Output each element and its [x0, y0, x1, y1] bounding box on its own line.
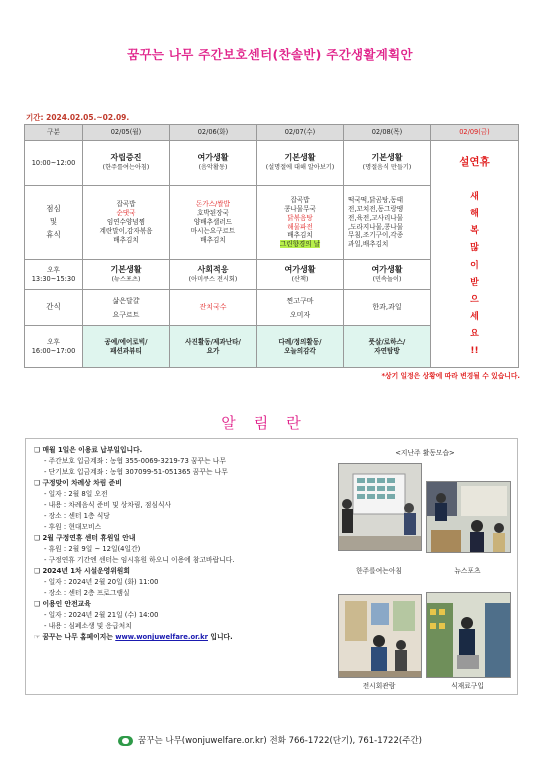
homepage-line: [34, 632, 334, 643]
morning-wed-sub: (설명절에 대해 알아보기): [265, 164, 335, 172]
menu-item: 양배추샐러드: [193, 218, 233, 227]
menu-item: 잡곡밥: [290, 195, 310, 204]
morning-mon-sub: (한주를여는아침): [102, 164, 150, 172]
notice-line: - 일자 : 2024년 2월 20일 (화) 11:00: [44, 578, 159, 586]
lunch-thu: [344, 186, 431, 260]
photo-exhibition: [338, 594, 422, 678]
header-thu: 02/08(목): [344, 125, 431, 141]
afternoon-time: [25, 260, 83, 290]
caption-exhibition: 전시회관람: [362, 682, 396, 690]
menu-item: 잡곡밥: [116, 200, 136, 209]
afternoon-wed-title: 여가생활: [284, 264, 316, 274]
notice-list: [34, 445, 334, 643]
photo-sports: [426, 481, 511, 553]
afternoon-wed: [257, 260, 344, 290]
notice-line: - 장소 : 센터 1층 식당: [44, 512, 110, 520]
footer: [0, 734, 540, 746]
photo-grocery-image: [427, 593, 510, 677]
greeting-char: 으: [470, 294, 479, 305]
menu-item: 닭볶음탕: [287, 213, 313, 222]
afternoon-tue-title: 사회적응: [197, 264, 229, 274]
late-thu-line: 자연탐방: [374, 346, 400, 355]
menu-item: 순댓국: [116, 209, 136, 218]
menu-item: 임연수양념찜: [106, 218, 146, 227]
menu-item: 떡국떡,닭곰탕,동태: [348, 195, 404, 204]
afternoon-thu-sub: (민속놀이): [372, 275, 402, 283]
notice-line: - 구정연휴 기간엔 센터는 임시휴원 하오니 이용에 참고바랍니다.: [44, 556, 235, 564]
menu-item: 마시는요구르트: [190, 226, 236, 235]
period: 기간: 2024.02.05.~02.09.: [26, 113, 130, 122]
photo-panel: [336, 447, 514, 457]
menu-item: 배추김치: [200, 235, 226, 244]
greeting-char: !!: [470, 346, 479, 357]
lunch-label-3: 휴식: [46, 229, 61, 239]
photo-sports-image: [427, 482, 510, 552]
notice-line: - 일자 : 2024년 2월 21일 (수) 14:00: [44, 611, 159, 619]
notice-heading: ❑ 매월 1일은 이용료 납부일입니다.: [34, 446, 143, 454]
snack-thu: 한과,과일: [344, 290, 431, 326]
late-wed: [257, 326, 344, 368]
photos-title: <지난주 활동모습>: [395, 449, 455, 457]
menu-item: 돈가스/쌀밥: [195, 200, 231, 209]
morning-time: 10:00~12:00: [25, 141, 83, 186]
menu-item: 계란말이,감자볶음: [99, 226, 153, 235]
notice-line: - 휴원 : 2월 9일 ~ 12일(4일간): [44, 545, 141, 553]
notice-heading: ❑ 2월 구정연휴 센터 휴원일 안내: [34, 534, 136, 542]
late-time: [25, 326, 83, 368]
morning-tue-sub: (음악활동): [198, 164, 228, 172]
notice-line: - 일자 : 2월 8일 오전: [44, 490, 108, 498]
late-time-2: 16:00~17:00: [31, 346, 76, 355]
lunch-label-1: 점심: [46, 204, 61, 214]
notice-line: - 장소 : 센터 2층 프로그램실: [44, 589, 130, 597]
morning-row: [25, 141, 519, 186]
morning-tue-title: 여가생활: [197, 153, 229, 163]
greeting-char: 세: [470, 311, 479, 322]
afternoon-thu: [344, 260, 431, 290]
greeting-char: 많: [470, 243, 479, 254]
friday-holiday-cell: [431, 141, 519, 368]
morning-mon-title: 자립증진: [110, 153, 142, 163]
late-mon: [83, 326, 170, 368]
morning-mon: [83, 141, 170, 186]
snack-wed: [257, 290, 344, 326]
notice-line: - 내용 : 차례음식 준비 및 상차림, 점심식사: [44, 501, 172, 509]
footer-text: 꿈꾸는 나무(wonjuwelfare.or.kr) 전화 766-1722(단기), 761-1722(주간): [138, 736, 422, 746]
menu-item: 전,육전,고사리나물: [348, 213, 404, 222]
center-logo-icon: [118, 736, 133, 746]
homepage-prefix: ☞ 꿈꾸는 나무 홈페이지는: [34, 633, 113, 641]
header-wed: 02/07(수): [257, 125, 344, 141]
late-wed-line: 다례/정의활동/: [278, 337, 322, 346]
menu-item: 배추김치: [287, 231, 313, 240]
header-mon: 02/05(월): [83, 125, 170, 141]
menu-item: 과일,배추김치: [348, 240, 389, 249]
greeting-char: 해: [470, 209, 479, 220]
lunch-wed: [257, 186, 344, 260]
afternoon-thu-title: 여가생활: [371, 264, 403, 274]
snack-label: 간식: [25, 290, 83, 326]
caption-morning: 한주를여는아침: [356, 567, 402, 575]
afternoon-time-1: 오후: [47, 265, 60, 274]
table-header-row: [25, 125, 519, 141]
morning-wed-title: 기본생활: [284, 153, 316, 163]
photo-morning-activity: [338, 463, 422, 551]
morning-wed: [257, 141, 344, 186]
late-mon-line: 공예/에어로빅/: [104, 337, 148, 346]
notice-heading: ❑ 이용인 안전교육: [34, 600, 91, 608]
photo-morning-activity-image: [339, 464, 421, 550]
photo-exhibition-image: [339, 595, 421, 677]
morning-thu-title: 기본생활: [371, 153, 403, 163]
late-tue: [170, 326, 257, 368]
notice-box: [25, 438, 518, 695]
late-mon-line: 패션과뷰티: [110, 346, 142, 355]
snack-item: 삶은달걀: [112, 296, 140, 305]
greeting-char: 이: [470, 260, 479, 271]
morning-thu: [344, 141, 431, 186]
header-fri: 02/09(금): [431, 125, 519, 141]
new-year-greeting: [431, 189, 518, 360]
holiday-label: 설연휴: [459, 156, 490, 168]
afternoon-tue-sub: (아미쿠스 전시회): [188, 275, 238, 283]
caption-sports: 뉴스포츠: [454, 567, 481, 575]
weekly-schedule-table: [24, 124, 519, 368]
morning-thu-sub: (명절음식 만들기): [362, 164, 412, 172]
notice-heading: ❑ 구정맞이 차례상 차림 준비: [34, 479, 122, 487]
afternoon-mon-title: 기본생활: [110, 264, 142, 274]
notice-line: - 단기보호 입금계좌 : 농협 307099-51-051365 꿈꾸는 나무: [44, 468, 228, 476]
afternoon-mon: [83, 260, 170, 290]
menu-item: 배추김치: [113, 235, 139, 244]
lunch-label-2: 및: [49, 217, 58, 227]
notice-line: - 내용 : 심폐소생 및 응급처치: [44, 622, 132, 630]
afternoon-wed-sub: (산책): [291, 275, 309, 283]
green-day-badge: 그린향경의 날: [279, 240, 321, 249]
schedule-note: *상기 일정은 상황에 따라 변경될 수 있습니다.: [381, 372, 520, 380]
afternoon-time-2: 13:30~15:30: [31, 274, 76, 283]
header-tue: 02/06(화): [170, 125, 257, 141]
greeting-char: 새: [470, 192, 479, 203]
late-tue-line: 사진활동/제과난타/: [185, 337, 241, 346]
homepage-suffix: 입니다.: [210, 633, 233, 641]
menu-item: ,도라지나물,콩나물: [348, 222, 404, 231]
lunch-mon: [83, 186, 170, 260]
menu-item: 전,꼬치전,동그랑땡: [348, 204, 404, 213]
menu-item: 호박된장국: [197, 209, 229, 218]
snack-item: 오미자: [289, 310, 311, 319]
notice-title: 알림란: [221, 414, 319, 432]
late-thu: [344, 326, 431, 368]
notice-line: - 후원 : 현대모비스: [44, 523, 102, 531]
lunch-tue: [170, 186, 257, 260]
header-category: 구분: [25, 125, 83, 141]
greeting-char: 복: [470, 226, 479, 237]
late-wed-line: 오늘의감각: [284, 346, 316, 355]
afternoon-mon-sub: (뉴스포츠): [111, 275, 141, 283]
lunch-label: [25, 186, 83, 260]
late-tue-line: 요가: [206, 346, 220, 355]
page-title: 꿈꾸는 나무 주간보호센터(찬솔반) 주간생활계획안: [127, 47, 413, 62]
snack-item: 찐고구마: [286, 296, 314, 305]
greeting-char: 받: [470, 277, 479, 288]
snack-mon: [83, 290, 170, 326]
menu-item: 무침,조기구이,각종: [348, 231, 404, 240]
homepage-link[interactable]: www.wonjuwelfare.or.kr: [115, 633, 208, 641]
greeting-char: 요: [470, 328, 479, 339]
notice-heading: ❑ 2024년 1차 시설운영위원회: [34, 567, 130, 575]
snack-item: 요구르트: [112, 310, 140, 319]
afternoon-tue: [170, 260, 257, 290]
morning-tue: [170, 141, 257, 186]
menu-item: 해물파전: [287, 222, 313, 231]
caption-grocery: 식재료구입: [451, 682, 484, 690]
snack-tue: 잔치국수: [170, 290, 257, 326]
menu-item: 콩나물무국: [284, 204, 316, 213]
late-thu-line: 풋살/로하스/: [368, 337, 406, 346]
notice-line: - 주간보호 입금계좌 : 농협 355-0069-3219-73 꿈꾸는 나무: [44, 457, 226, 465]
photo-grocery: [426, 592, 511, 678]
late-time-1: 오후: [47, 337, 60, 346]
